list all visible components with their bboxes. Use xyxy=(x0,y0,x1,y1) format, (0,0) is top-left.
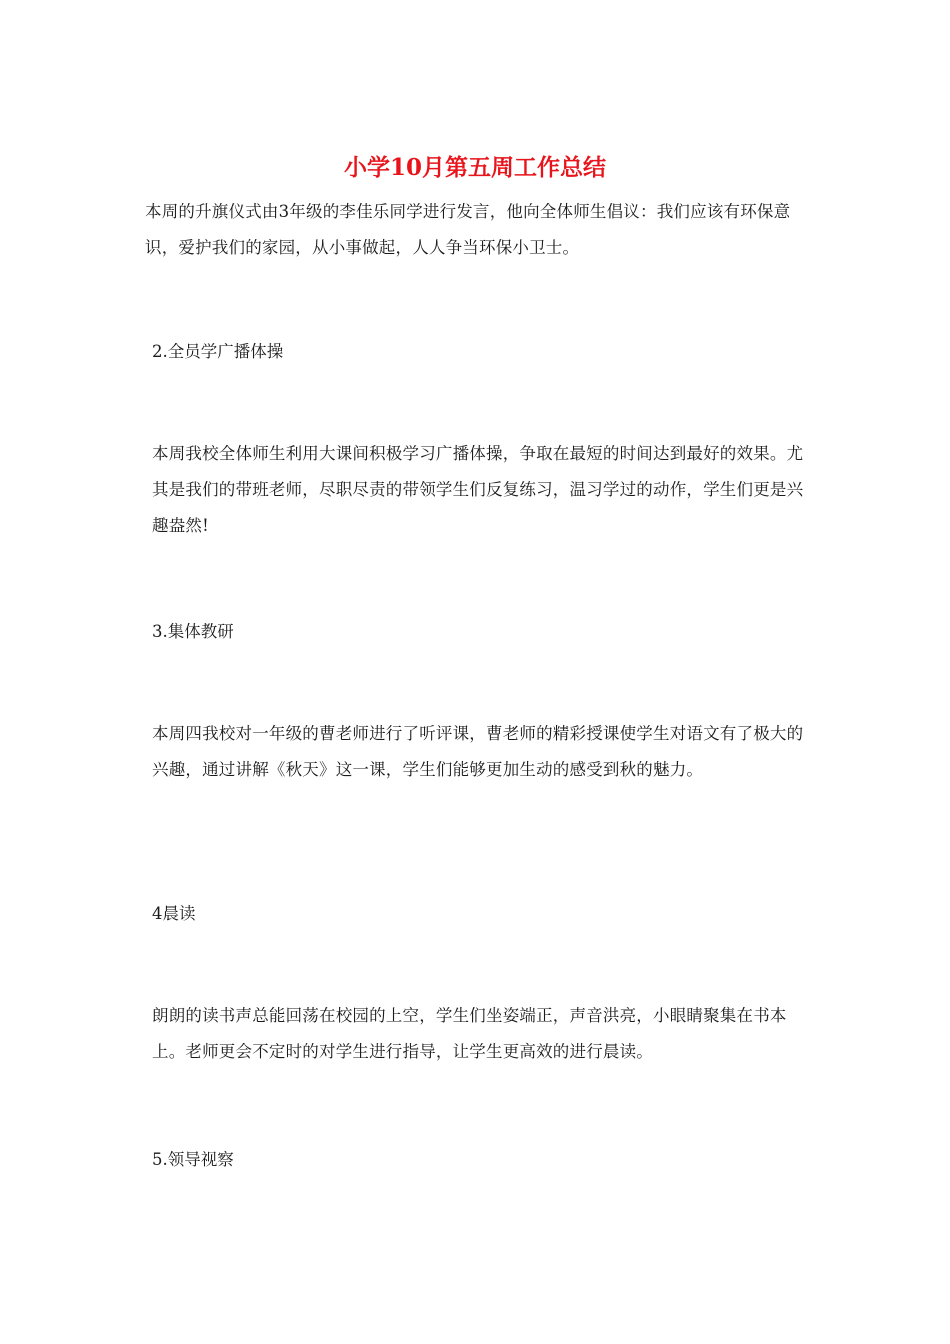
section-body-collective-research: 本周四我校对一年级的曹老师进行了听评课，曹老师的精彩授课使学生对语文有了极大的兴趣，通过讲解《秋天》这一课，学生们能够更加生动的感受到秋的魅力。 xyxy=(152,724,804,779)
section-heading-broadcast-exercise: 2.全员学广播体操 xyxy=(152,342,284,361)
page-title: 小学10月第五周工作总结 xyxy=(343,154,606,181)
section-heading-collective-research: 3.集体教研 xyxy=(152,622,234,641)
intro-paragraph: 本周的升旗仪式由3年级的李佳乐同学进行发言，他向全体师生倡议：我们应该有环保意识，爱护我们的家园，从小事做起，人人争当环保小卫士。 xyxy=(145,202,791,257)
section-body-broadcast-exercise: 本周我校全体师生利用大课间积极学习广播体操，争取在最短的时间达到最好的效果。尤其是我们的带班老师，尽职尽责的带领学生们反复练习，温习学过的动作，学生们更是兴趣盎然! xyxy=(152,444,804,535)
section-body-morning-reading: 朗朗的读书声总能回荡在校园的上空，学生们坐姿端正，声音洪亮，小眼睛聚集在书本上。老师更会不定时的对学生进行指导，让学生更高效的进行晨读。 xyxy=(152,1006,787,1061)
section-heading-morning-reading: 4晨读 xyxy=(152,904,196,923)
section-heading-leader-inspection: 5.领导视察 xyxy=(152,1150,234,1169)
